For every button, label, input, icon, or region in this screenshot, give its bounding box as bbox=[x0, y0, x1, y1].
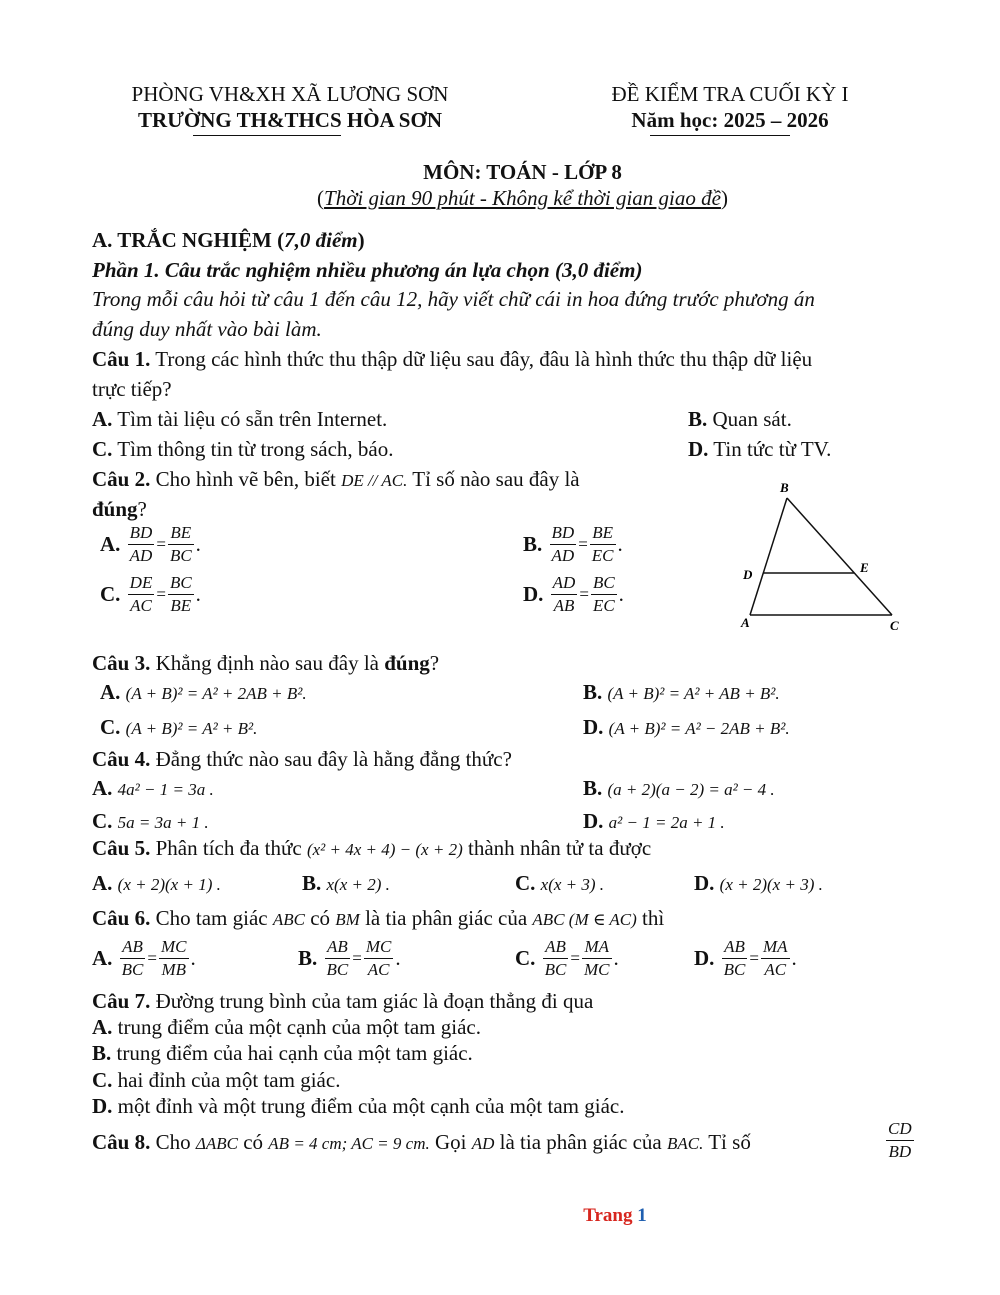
question-3: Câu 3. Khẳng định nào sau đây là đúng? bbox=[92, 651, 440, 675]
q1-option-c: C. Tìm thông tin từ trong sách, báo. bbox=[92, 437, 394, 461]
question-8: Câu 8. Cho ΔABC có AB = 4 cm; AC = 9 cm. Gọi AD là tia phân giác của BAC. Tỉ số bbox=[92, 1130, 751, 1154]
q4-option-c: C. 5a = 3a + 1 . bbox=[92, 809, 209, 833]
q3-option-d: D. (A + B)² = A² − 2AB + B². bbox=[583, 715, 790, 739]
q8-fraction bbox=[884, 1118, 916, 1163]
q6-option-b: B. $\frac{AB}{BC}$ = $\frac{MC}{AC}$ . bbox=[298, 937, 401, 979]
question-2: Câu 2. Cho hình vẽ bên, biết DE // AC. Tỉ số nào sau đây là bbox=[92, 467, 580, 491]
fraction: $\frac{MC}{AC}$ bbox=[365, 937, 392, 979]
q2-option-a: A. $\frac{BD}{AD}$ = $\frac{BE}{BC}$ . bbox=[100, 523, 201, 565]
department-name: PHÒNG VH&XH XÃ LƯƠNG SƠN bbox=[131, 82, 449, 106]
vertex-e-label: E bbox=[860, 560, 869, 575]
vertex-d-label: D bbox=[743, 567, 753, 582]
q4-option-a: A. 4a² − 1 = 3a . bbox=[92, 776, 214, 800]
fraction: $\frac{MA}{AC}$ bbox=[763, 937, 788, 979]
q3-option-a: A. (A + B)² = A² + 2AB + B². bbox=[100, 680, 307, 704]
page-number: Trang 1 bbox=[583, 1205, 647, 1226]
q1-option-a: A. Tìm tài liệu có sẵn trên Internet. bbox=[92, 407, 388, 431]
subject-title: MÔN: TOÁN - LỚP 8 bbox=[423, 160, 622, 184]
q4-option-d: D. a² − 1 = 2a + 1 . bbox=[583, 809, 725, 833]
q6-option-d: D. $\frac{AB}{BC}$ = $\frac{MA}{AC}$ . bbox=[694, 937, 797, 979]
school-name: TRƯỜNG TH&THCS HÒA SƠN bbox=[138, 108, 442, 132]
fraction: $\frac{BE}{EC}$ bbox=[591, 523, 614, 565]
side-bc bbox=[787, 498, 892, 615]
time-note: (Thời gian 90 phút - Không kể thời gian giao đề) bbox=[317, 186, 728, 210]
q5-option-c: C. x(x + 3) . bbox=[515, 871, 605, 895]
q7-option-d: D. một đỉnh và một trung điểm của một cạnh của một tam giác. bbox=[92, 1094, 625, 1118]
q2-option-b: B. $\frac{BD}{AD}$ = $\frac{BE}{EC}$ . bbox=[523, 523, 623, 565]
fraction: $\frac{BD}{AD}$ bbox=[129, 523, 153, 565]
q3-option-b: B. (A + B)² = A² + AB + B². bbox=[583, 680, 780, 704]
q5-option-d: D. (x + 2)(x + 3) . bbox=[694, 871, 823, 895]
q5-option-a: A. (x + 2)(x + 1) . bbox=[92, 871, 221, 895]
q1-option-d: D. Tin tức từ TV. bbox=[688, 437, 832, 461]
school-year: Năm học: 2025 – 2026 bbox=[631, 108, 829, 132]
q6-option-a: A. $\frac{AB}{BC}$ = $\frac{MC}{MB}$ . bbox=[92, 937, 196, 979]
question-1-line2: trực tiếp? bbox=[92, 377, 172, 401]
q7-option-c: C. hai đỉnh của một tam giác. bbox=[92, 1068, 341, 1092]
part1-instruction-2: đúng duy nhất vào bài làm. bbox=[92, 317, 322, 341]
question-1: Câu 1. Trong các hình thức thu thập dữ liệu sau đây, đâu là hình thức thu thập dữ liệu bbox=[92, 347, 813, 371]
question-4: Câu 4. Đẳng thức nào sau đây là hằng đẳng thức? bbox=[92, 747, 512, 771]
fraction: $\frac{BE}{BC}$ bbox=[169, 523, 192, 565]
fraction: $\frac{AD}{AB}$ bbox=[552, 573, 576, 615]
fraction: $\frac{BC}{EC}$ bbox=[592, 573, 615, 615]
question-7: Câu 7. Đường trung bình của tam giác là đoạn thẳng đi qua bbox=[92, 989, 594, 1013]
year-underline bbox=[650, 135, 790, 136]
fraction: $\frac{AB}{BC}$ bbox=[121, 937, 144, 979]
vertex-a-label: A bbox=[741, 615, 750, 630]
q5-option-b: B. x(x + 2) . bbox=[302, 871, 390, 895]
school-underline bbox=[193, 135, 341, 136]
section-a-title: A. TRẮC NGHIỆM (7,0 điểm) bbox=[92, 228, 365, 252]
question-2-line2: đúng? bbox=[92, 497, 147, 521]
question-5: Câu 5. Phân tích đa thức (x² + 4x + 4) − (x + 2) thành nhân tử ta được bbox=[92, 836, 652, 860]
q4-option-b: B. (a + 2)(a − 2) = a² − 4 . bbox=[583, 776, 775, 800]
q6-option-c: C. $\frac{AB}{BC}$ = $\frac{MA}{MC}$ . bbox=[515, 937, 619, 979]
q2-option-c: C. $\frac{DE}{AC}$ = $\frac{BC}{BE}$ . bbox=[100, 573, 201, 615]
side-ab bbox=[750, 498, 787, 615]
q3-option-c: C. (A + B)² = A² + B². bbox=[100, 715, 258, 739]
exam-title: ĐỀ KIỂM TRA CUỐI KỲ I bbox=[611, 82, 849, 106]
fraction: $\frac{AB}{BC}$ bbox=[544, 937, 567, 979]
q2-option-d: D. $\frac{AD}{AB}$ = $\frac{BC}{EC}$ . bbox=[523, 573, 624, 615]
fraction: $\frac{MA}{MC}$ bbox=[584, 937, 610, 979]
fraction: $\frac{CD}{BD}$ bbox=[888, 1119, 912, 1161]
part1-title: Phần 1. Câu trắc nghiệm nhiều phương án lựa chọn (3,0 điểm) bbox=[92, 258, 643, 282]
q7-option-a: A. trung điểm của một cạnh của một tam giác. bbox=[92, 1015, 481, 1039]
time-text: Thời gian 90 phút - Không kể thời gian giao đề bbox=[324, 186, 721, 210]
fraction: $\frac{BD}{AD}$ bbox=[551, 523, 575, 565]
fraction: $\frac{AB}{BC}$ bbox=[326, 937, 349, 979]
part1-instruction-1: Trong mỗi câu hỏi từ câu 1 đến câu 12, hãy viết chữ cái in hoa đứng trước phương án bbox=[92, 287, 815, 311]
vertex-b-label: B bbox=[780, 480, 789, 495]
fraction: $\frac{DE}{AC}$ bbox=[129, 573, 153, 615]
q1-option-b: B. Quan sát. bbox=[688, 407, 792, 431]
vertex-c-label: C bbox=[890, 618, 899, 633]
fraction: $\frac{BC}{BE}$ bbox=[169, 573, 192, 615]
q7-option-b: B. trung điểm của hai cạnh của một tam giác. bbox=[92, 1041, 473, 1065]
fraction: $\frac{MC}{MB}$ bbox=[161, 937, 187, 979]
question-6: Câu 6. Cho tam giác ABC có BM là tia phân giác của ABC (M ∈ AC) thì bbox=[92, 906, 665, 930]
fraction: $\frac{AB}{BC}$ bbox=[723, 937, 746, 979]
triangle-figure bbox=[730, 475, 910, 640]
